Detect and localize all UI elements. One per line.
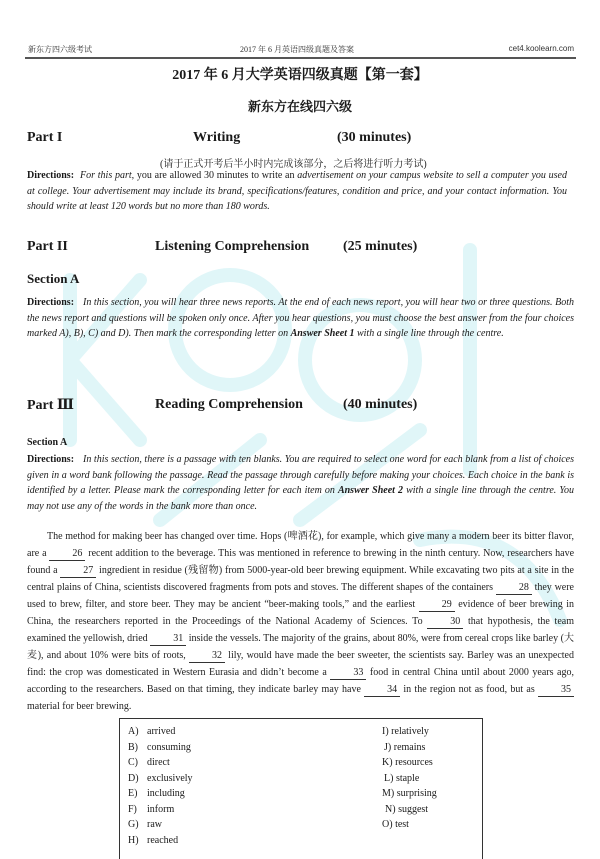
choice-letter: K) — [382, 757, 393, 768]
choice-letter: F) — [128, 803, 137, 815]
blank-35[interactable]: 35 — [538, 684, 574, 697]
part-label: Part I — [27, 130, 63, 145]
choice-word: remains — [393, 741, 426, 753]
choice-word: direct — [147, 757, 170, 768]
choice-word: consuming — [147, 741, 191, 753]
part-time: (25 minutes) — [343, 239, 418, 254]
choice-word: relatively — [391, 726, 429, 737]
passage-paragraph — [27, 528, 574, 715]
part-3-section-a: Section A — [27, 437, 68, 448]
passage-text: ingredient in residue (残留物) from 5000-year-old beer brewing equipment. While excavating two pits at a site in the central plains of China, scientists discovered fragments from pots and stoves. The different shapes of the containers — [27, 565, 574, 593]
header-left: 新东方四六级考试 — [28, 45, 92, 54]
word-bank-item — [128, 802, 193, 818]
choice-letter: H) — [128, 834, 139, 846]
choice-letter: C) — [128, 757, 138, 768]
directions-text — [27, 295, 574, 342]
part-name: Reading Comprehension — [155, 397, 303, 412]
word-bank-item — [128, 817, 193, 833]
header-website: cet4.koolearn.com — [508, 44, 574, 53]
choice-letter: J) — [384, 741, 392, 753]
word-bank-item — [382, 802, 437, 818]
part-2-heading — [25, 239, 585, 257]
passage-text: lily, would have made the beer sweeter, the scientists say. Barley was an unexpected find: the crop was domesticated in Western Eurasia and didn’t become a — [27, 650, 574, 678]
passage-text: material for beer brewing. — [27, 701, 132, 712]
word-bank-item — [128, 740, 193, 756]
blank-30[interactable]: 30 — [427, 616, 463, 629]
choice-letter: E) — [128, 788, 138, 799]
part-name: Listening Comprehension — [155, 239, 310, 254]
word-bank — [119, 718, 483, 859]
answer-sheet-ref: Answer Sheet 2 — [337, 485, 404, 496]
choice-letter: M) — [382, 788, 395, 799]
passage-text: recent addition to the beverage. This was mentioned in reference to brewing in the ninth century. Now, researchers have found a — [27, 548, 575, 576]
word-bank-left-column — [128, 724, 193, 848]
part-3-directions — [27, 452, 575, 514]
part-label: Part Ⅲ — [27, 398, 74, 413]
directions-segment: In this section, you will hear three news reports. At the end of each news report, you will hear two or three questions. Both the news report and questions will be spoken only once. After you hear questions, you must choose the best answer from the four choices marked A), B), C) and D). Then mark the corresponding letter on — [27, 297, 574, 339]
passage-text: that hypothesis, the team examined the yellowish, dried — [27, 616, 574, 644]
blank-32[interactable]: 32 — [189, 650, 225, 663]
part-1-heading — [25, 130, 585, 148]
part-name: Writing — [193, 130, 241, 145]
header-center: 2017 年 6 月英语四级真题及答案 — [240, 45, 354, 54]
word-bank-item — [382, 724, 437, 740]
choice-letter: N) — [385, 803, 396, 815]
blank-33[interactable]: 33 — [330, 667, 366, 680]
running-header — [25, 40, 576, 58]
part-2-directions — [27, 295, 575, 357]
directions-segment: In this section, there is a passage with ten blanks. You are required to select one word for each blank from a list of choices given in a word bank following the passage. Read the passage through carefully before making your choices. Each choice in the bank is identified by a letter. Please mark the corresponding letter for each item on — [27, 454, 574, 496]
choice-word: staple — [395, 772, 420, 784]
choice-word: surprising — [396, 788, 437, 799]
choice-word: test — [395, 819, 409, 830]
choice-word: suggest — [398, 803, 429, 815]
word-bank-item — [382, 740, 437, 756]
choice-word: raw — [147, 819, 162, 830]
part-time: (40 minutes) — [343, 397, 418, 412]
passage-text: The method for making beer has changed over time. Hops (啤酒花), for example, which give many a modern beer its bitter flavor, are a — [27, 531, 574, 559]
blank-26[interactable]: 26 — [49, 548, 85, 561]
choice-word: reached — [147, 834, 179, 846]
choice-word: arrived — [147, 726, 176, 737]
word-bank-right-column — [382, 724, 437, 833]
word-bank-item — [382, 817, 437, 833]
blank-29[interactable]: 29 — [419, 599, 455, 612]
word-bank-item — [128, 724, 193, 740]
choice-word: resources — [395, 757, 433, 768]
word-bank-item — [382, 755, 437, 771]
part-3-heading — [25, 397, 585, 415]
answer-sheet-ref: Answer Sheet 1 — [290, 328, 355, 339]
choice-word: including — [147, 788, 185, 799]
choice-letter: O) — [382, 819, 393, 830]
blank-27[interactable]: 27 — [60, 565, 96, 578]
word-bank-item — [382, 786, 437, 802]
directions-label: Directions: — [27, 170, 75, 181]
part-1-note: (请于正式开考后半小时内完成该部分，之后将进行听力考试) — [160, 159, 427, 170]
part-2-section-a: Section A — [27, 271, 80, 286]
part-label: Part II — [27, 239, 68, 254]
choice-letter: I) — [382, 726, 389, 737]
passage-text: inside the vessels. The majority of the grains, about 80%, were from cereal crops like barley (大麦), and about 10% were bits of roots, — [27, 633, 574, 661]
choice-letter: A) — [128, 726, 139, 737]
passage-text: food in central China until about 2000 years ago, according to the researchers. Based on that timing, they indicate barley may have — [27, 667, 574, 695]
choice-word: inform — [147, 803, 175, 815]
exam-subtitle: 新东方在线四六级 — [247, 99, 352, 114]
word-bank-item — [382, 771, 437, 787]
directions-label: Directions: — [27, 454, 75, 465]
part-1-directions — [27, 168, 575, 216]
word-bank-item — [128, 771, 193, 787]
word-bank-item — [128, 755, 193, 771]
blank-34[interactable]: 34 — [364, 684, 400, 697]
part-time: (30 minutes) — [337, 130, 412, 145]
passage-text: evidence of beer brewing in China, the researchers reported in the Proceedings of the National Academy of Sciences. To — [27, 599, 575, 627]
word-bank-item — [128, 786, 193, 802]
directions-segment: you are allowed 30 minutes to write an — [134, 170, 298, 181]
choice-letter: D) — [128, 772, 139, 784]
passage-text: they were used to brew, filter, and store beer. They may be ancient “beer-making tools,” and the earliest — [27, 582, 574, 610]
word-bank-item — [128, 833, 193, 849]
exam-title: 2017 年 6 月大学英语四级真题【第一套】 — [172, 68, 428, 83]
choice-letter: B) — [128, 741, 138, 753]
choice-word: exclusively — [147, 772, 193, 784]
reading-passage — [27, 528, 574, 715]
directions-segment: For this part, — [80, 170, 135, 181]
choice-letter: L) — [384, 772, 394, 784]
blank-31[interactable]: 31 — [150, 633, 186, 646]
directions-segment: with a single line through the centre. You may not use any of the words in the bank more than once. — [27, 485, 575, 512]
directions-text — [27, 452, 574, 514]
directions-segment: advertisement on your campus website to sell a computer you used at college. Your advertisement may include its brand, specifications/features, condition and price, and your contact information. You should write at least 120 words but no more than 180 words. — [27, 170, 567, 212]
directions-segment: with a single line through the centre. — [354, 328, 504, 339]
blank-28[interactable]: 28 — [496, 582, 532, 595]
directions-label: Directions: — [27, 297, 75, 308]
header-rule — [25, 57, 576, 59]
directions-text — [27, 168, 567, 215]
choice-letter: G) — [128, 819, 139, 830]
passage-text: in the region not as food, but as — [400, 684, 538, 695]
